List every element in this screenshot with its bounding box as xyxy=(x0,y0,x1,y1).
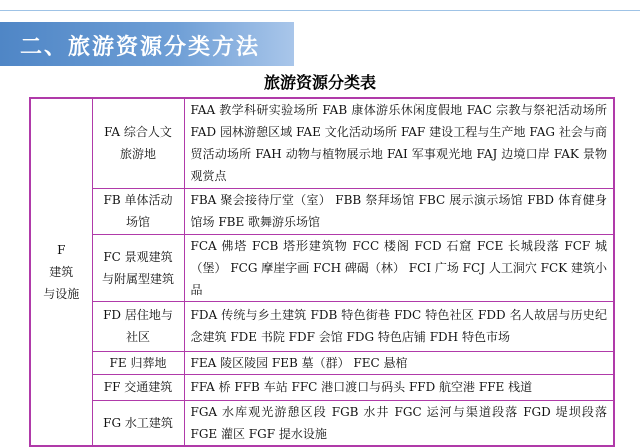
subcategory-label-line1: FG 水工建筑 xyxy=(103,415,173,430)
subcategory-label-line1: FE 归葬地 xyxy=(109,355,167,370)
subcategory-cell xyxy=(92,374,184,400)
subcategory-cell xyxy=(92,188,184,234)
main-category-code: F xyxy=(57,243,66,257)
table-row xyxy=(30,234,614,301)
main-category-name-line1: 建筑 xyxy=(49,265,74,279)
items-cell: FCA 佛塔 FCB 塔形建筑物 FCC 楼阁 FCD 石窟 FCE 长城段落 FCF 城（堡） FCG 摩崖字画 FCH 碑碣（林） FCI 广场 FCJ 人工洞穴 FCK 建筑小品 xyxy=(184,234,614,301)
subcategory-label-line2: 社区 xyxy=(125,330,150,344)
subcategory-label-line1: FA 综合人文 xyxy=(104,125,172,140)
classification-table xyxy=(29,97,615,447)
table-caption: 旅游资源分类表 xyxy=(263,73,376,92)
items-cell: FEA 陵区陵园 FEB 墓（群） FEC 悬棺 xyxy=(184,351,614,374)
subcategory-cell xyxy=(92,301,184,351)
subcategory-cell xyxy=(92,400,184,446)
top-divider-line xyxy=(0,10,640,11)
subcategory-label-line2: 旅游地 xyxy=(119,147,156,162)
table-row xyxy=(30,400,614,446)
main-category-name-line2: 与设施 xyxy=(43,287,80,301)
subcategory-label-line1: FD 居住地与 xyxy=(103,308,173,322)
table-row xyxy=(30,374,614,400)
subcategory-cell xyxy=(92,234,184,301)
subcategory-cell xyxy=(92,351,184,374)
main-category-cell xyxy=(30,98,92,446)
subcategory-label-line1: FB 单体活动 xyxy=(103,193,173,207)
subcategory-label-line1: FC 景观建筑 xyxy=(103,249,173,264)
items-cell: FBA 聚会接待厅堂（室） FBB 祭拜场馆 FBC 展示演示场馆 FBD 体育健身馆场 FBE 歌舞游乐场馆 xyxy=(184,188,614,234)
items-cell: FFA 桥 FFB 车站 FFC 港口渡口与码头 FFD 航空港 FFE 栈道 xyxy=(184,374,614,400)
table-row xyxy=(30,188,614,234)
table-row xyxy=(30,301,614,351)
items-cell: FDA 传统与乡土建筑 FDB 特色街巷 FDC 特色社区 FDD 名人故居与历史纪念建筑 FDE 书院 FDF 会馆 FDG 特色店铺 FDH 特色市场 xyxy=(184,301,614,351)
table-row xyxy=(30,351,614,374)
subcategory-cell xyxy=(92,98,184,188)
subcategory-label-line2: 与附属型建筑 xyxy=(101,271,174,286)
section-title: 二、旅游资源分类方法 xyxy=(20,35,261,60)
items-cell: FGA 水库观光游憩区段 FGB 水井 FGC 运河与渠道段落 FGD 堤坝段落 FGE 灌区 FGF 提水设施 xyxy=(184,400,614,446)
table-row xyxy=(30,98,614,188)
items-cell: FAA 教学科研实验场所 FAB 康体游乐休闲度假地 FAC 宗教与祭祀活动场所 FAD 园林游憩区域 FAE 文化活动场所 FAF 建设工程与生产地 FAG 社会与商贸活动场所 FAH 动物与植物展示地 FAI 军事观光地 FAJ 边境口岸 FAK 景物观赏点 xyxy=(184,98,614,188)
subcategory-label-line1: FF 交通建筑 xyxy=(103,380,173,394)
subcategory-label-line2: 场馆 xyxy=(125,215,150,229)
